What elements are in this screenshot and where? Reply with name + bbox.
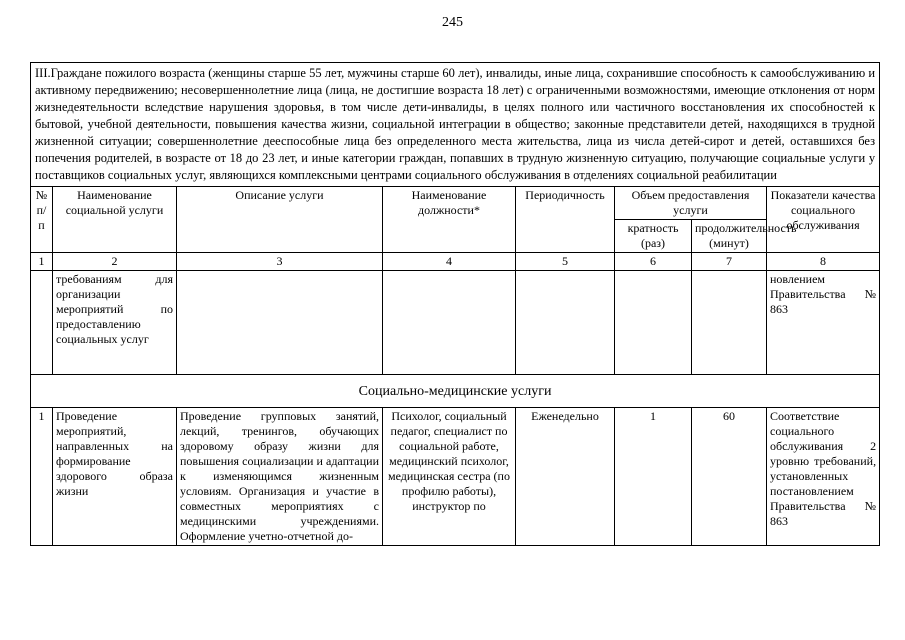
column-number: 2	[53, 253, 177, 271]
section-row	[31, 375, 880, 408]
cell-periodicity: Еженедельно	[516, 408, 615, 546]
cell-position: Психолог, социальный педагог, специалист по социальной работе, медицинский психолог, медицинская сестра (по профилю работы), инструктор по	[383, 408, 516, 546]
category-heading-row	[31, 63, 880, 187]
column-number: 1	[31, 253, 53, 271]
column-number: 7	[692, 253, 767, 271]
header-quality: Показатели качества социального обслуживания	[767, 187, 880, 253]
column-number: 6	[615, 253, 692, 271]
section-title: Социально-медицинские услуги	[31, 375, 880, 408]
column-number: 8	[767, 253, 880, 271]
header-duration: продолжительность (минут)	[692, 220, 767, 253]
column-numbers-row	[31, 253, 880, 271]
header-position: Наименование должности*	[383, 187, 516, 253]
cell-num: 1	[31, 408, 53, 546]
services-table	[30, 62, 880, 546]
column-number: 4	[383, 253, 516, 271]
header-volume: Объем предоставления услуги	[615, 187, 767, 220]
cell-quality: новлением Правительства № 863	[767, 271, 880, 375]
cell-description: Проведение групповых занятий, лекций, тренингов, обучающих здоровому образу жизни для повышения социализации и адаптации к изменяющимся жизненным условиям. Организация и участие в совместных мероприятиях с медицинскими учреждениями. Оформление учетно-отчетной до-	[177, 408, 383, 546]
cell-service-name: требованиям для организации мероприятий по предоставлению социальных услуг	[53, 271, 177, 375]
cell-quality: Соответствие социального обслуживания 2 уровню требований, установленных постановлением Правительства № 863	[767, 408, 880, 546]
cell-description	[177, 271, 383, 375]
header-frequency: кратность (раз)	[615, 220, 692, 253]
table-row	[31, 408, 880, 546]
column-number: 5	[516, 253, 615, 271]
category-heading: III.Граждане пожилого возраста (женщины старше 55 лет, мужчины старше 60 лет), инвалиды, иные лица, сохранившие способность к самообслуживанию и активному передвижению; несовершеннолетние лица (лица, не достигшие возраста 18 лет) с ограниченными возможностями, имеющие отклонения от норм жизнедеятельности вследствие нарушения здоровья, в том числе дети-инвалиды, в целях полного или частичного восстановления их способностей к бытовой, учебной деятельности, повышения качества жизни, социальной интеграции в общество; законные представители детей, находящихся в трудной жизненной ситуации; совершеннолетние дееспособные лица без определенного места жительства, лица из числа детей-сирот и детей, оставшихся без попечения родителей, в возрасте от 18 до 23 лет, и иные категории граждан, попавших в трудную жизненную ситуацию, получающие социальные услуги у поставщиков социальных услуг, являющихся комплексными центрами социального обслуживания в отделениях социальной реабилитации	[31, 63, 880, 187]
header-row	[31, 187, 880, 220]
cell-duration: 60	[692, 408, 767, 546]
header-num: № п/п	[31, 187, 53, 253]
cell-position	[383, 271, 516, 375]
cell-frequency: 1	[615, 408, 692, 546]
cell-frequency	[615, 271, 692, 375]
page-number: 245	[442, 15, 463, 30]
table-row	[31, 271, 880, 375]
header-periodicity: Периодичность	[516, 187, 615, 253]
cell-num	[31, 271, 53, 375]
cell-service-name: Проведение мероприятий, направленных на формирование здорового образа жизни	[53, 408, 177, 546]
cell-periodicity	[516, 271, 615, 375]
header-description: Описание услуги	[177, 187, 383, 253]
header-service-name: Наименование социальной услуги	[53, 187, 177, 253]
column-number: 3	[177, 253, 383, 271]
cell-duration	[692, 271, 767, 375]
